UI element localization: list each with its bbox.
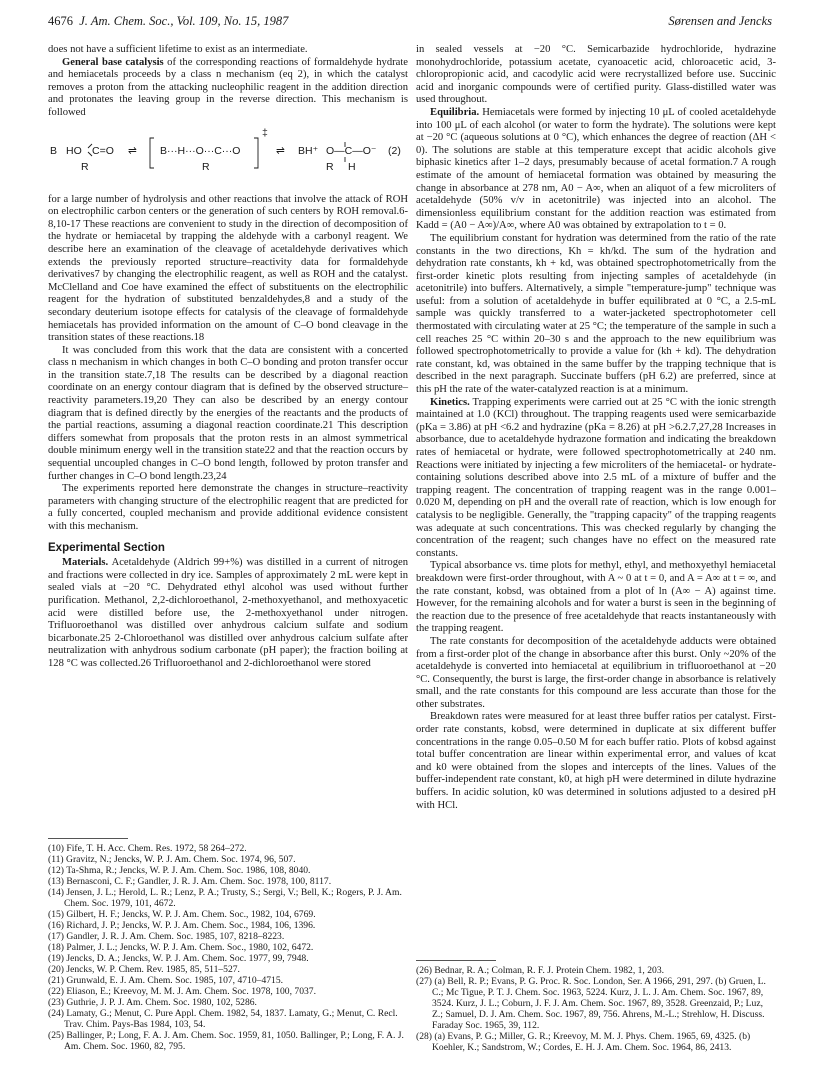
paragraph: The equilibrium constant for hydration was determined from the ratio of the rate constants in the two directions, Kh = kh/kd. The sum of the hydration and dehydration rate constants, kh + kd, was obtained spectrophotometrically from the first-order kinetic plots resulting from injecting samples of acetaldehyde (in acetonitrile) into buffers. Alternatively, a simple "temperature-jump" technique was useful: from a solution of acetaldehyde in buffer equilibrated at 0 °C, a 2.5-mL sample was quickly transferred to a water-jacketed spectrophotometer cell thermostated with circulating water at 25 °C; the temperature of the sample in such a cell reaches 25 °C within 20–30 s and the approach to the new equilibrium was followed spectrophotometrically to provide a value for (kh + kd). The dehydration rate constant, kd, was obtained in the same buffer by the trapping technique that is described in the next paragraph. Succinate buffers (pH 6.2) are preferred, since at this pH the rate of the water-catalyzed reaction is at a minimum. bbox=[416, 232, 776, 396]
run-in-heading: Kinetics. bbox=[430, 396, 470, 408]
reference: (23) Guthrie, J. P. J. Am. Chem. Soc. 1980, 102, 5286. bbox=[48, 997, 257, 1008]
reference: (20) Jencks, W. P. Chem. Rev. 1985, 85, 511–527. bbox=[48, 964, 240, 975]
reference: (16) Richard, J. P.; Jencks, W. P. J. Am. Chem. Soc., 1984, 106, 1396. bbox=[48, 920, 316, 931]
eq-equilibrium-2: ⇌ bbox=[276, 144, 285, 157]
eq-ho: HO bbox=[66, 144, 82, 157]
reference: (12) Ta-Shma, R.; Jencks, W. P. J. Am. Chem. Soc. 1986, 108, 8040. bbox=[48, 865, 311, 876]
header-authors: Sørensen and Jencks bbox=[668, 14, 772, 28]
page-number: 4676 bbox=[48, 14, 73, 28]
paragraph bbox=[416, 397, 776, 561]
journal-citation: J. Am. Chem. Soc., Vol. 109, No. 15, 1987 bbox=[79, 14, 289, 28]
eq-bh: BH⁺ bbox=[298, 144, 319, 157]
equation-2 bbox=[48, 128, 408, 188]
reference: (17) Gandler, J. R. J. Am. Chem. Soc. 1985, 107, 8218–8223. bbox=[48, 931, 285, 942]
running-header bbox=[48, 14, 772, 30]
paragraph: Typical absorbance vs. time plots for methyl, ethyl, and methoxyethyl hemiacetal breakdown were first-order throughout, with A ~ 0 at t = 0, and A = A∞ at t = ∞, and the rate constant, kobsd, was obtained from a plot of ln (A∞ − A) against time. However, for the remaining alcohols and for water a burst is seen in the beginning of the reaction due to the presence of free acetaldehyde that reacts instantaneously with the trapping reagent. bbox=[416, 560, 776, 635]
footnote-rule bbox=[48, 838, 128, 839]
footnote-rule bbox=[416, 960, 496, 961]
reference: (18) Palmer, J. L.; Jencks, W. P. J. Am. Chem. Soc., 1980, 102, 6472. bbox=[48, 942, 314, 953]
paragraph bbox=[48, 57, 408, 120]
paragraph-text: Trapping experiments were carried out at 25 °C with the ionic strength maintained at 1.0 (KCl) throughout. The trapping reagents used were semicarbazide (pKa = 3.86) at pH <6.2 and hydrazine (pKa = 8.26) at pH >6.2.7,27,28 Increases in absorbance, due to acetaldehyde hydrazone formation and indicating the breakdown rates of hemiacetal or hydrate, were followed spectrophotometrically at 240 nm. Reactions were initiated by injecting a few microliters of the hemiacetal- or hydrate-containing solutions described above into 2.5 mL of a mixture of buffer and the trapping reagent. The concentration of trapping reagent was in the range 0.001–0.020 M, depending on pH and the overall rate of reaction, which is low enough for catalysis to be negligible. Generally, the "trapping capacity" of the trapping reagents was adequate at such concentrations. This was checked regularly by changing the concentration of the reagent; such changes have no effect on the measured rate constants. bbox=[416, 396, 776, 559]
left-column bbox=[48, 44, 408, 671]
run-in-heading: Equilibria. bbox=[430, 106, 480, 118]
eq-carbonyl: C=O bbox=[92, 144, 114, 157]
reference: (22) Eliason, E.; Kreevoy, M. M. J. Am. Chem. Soc. 1978, 100, 7037. bbox=[48, 986, 316, 997]
paragraph: The experiments reported here demonstrate the changes in structure–reactivity parameters with changing structure of the electrophilic reagent that are predicted for a fully concerted, coupled mechanism and provide additional evidence consistent with this mechanism. bbox=[48, 483, 408, 532]
paragraph-text: of the corresponding reactions of formaldehyde hydrate and hemiacetals proceeds by a class n mechanism (eq 2), in which the catalyst removes a proton from the attacking nucleophilic reagent in the addition direction and protonates the leaving group in the reverse direction. This mechanism is followed bbox=[48, 56, 408, 118]
eq-transition-state: B···H···O···C···O bbox=[160, 144, 241, 157]
eq-r3: R bbox=[326, 160, 334, 173]
reference: (28) (a) Evans, P. G.; Miller, G. R.; Kreevoy, M. M. J. Phys. Chem. 1965, 69, 4325. (b) Koehler, K.; Sandstrom, W.; Cordes, E. H. J. Am. Chem. Soc. 1964, 86, 2413. bbox=[416, 1031, 751, 1053]
reference: (26) Bednar, R. A.; Colman, R. F. J. Protein Chem. 1982, 1, 203. bbox=[416, 965, 665, 976]
eq-product: O—C—O⁻ bbox=[326, 144, 377, 157]
reference: (21) Grunwald, E. J. Am. Chem. Soc. 1985, 107, 4710–4715. bbox=[48, 975, 284, 986]
paragraph: The rate constants for decomposition of the acetaldehyde adducts were obtained from a first-order plot of the change in absorbance after this burst. Only ~20% of the acetaldehyde is converted into hemiacetal at equilibrium in trifluoroethanol at −20 °C. Consequently, the burst is large, the first-order change in absorbance is relatively small, and the rate constants for this compound are less accurate than those for the other substrates. bbox=[416, 635, 776, 710]
paragraph: does not have a sufficient lifetime to exist as an intermediate. bbox=[48, 44, 308, 55]
references-left bbox=[48, 838, 408, 1052]
reference: (27) (a) Bell, R. P.; Evans, P. G. Proc. R. Soc. London, Ser. A 1966, 291, 297. (b) Gruen, L. C.; Mc Tigue, P. T. J. Chem. Soc. 1963, 5224. Kurz, J. L. J. Am. Chem. Soc. 1967, 89, 3524. Kurz, J. L.; Coburn, J. F. J. Am. Chem. Soc. 1967, 89, 3528. Greenzaid, P.; Luz, Z.; Samuel, D. J. Am. Chem. Soc. 1967, 89, 756. Ahrens, M.-L.; Strehlow, H. Discuss. Faraday Soc. 1965, 39, 112. bbox=[416, 976, 766, 1031]
reference: (13) Bernasconi, C. F.; Gandler, J. R. J. Am. Chem. Soc. 1978, 100, 8117. bbox=[48, 876, 332, 887]
right-column bbox=[416, 44, 776, 812]
equation-diagram bbox=[48, 128, 408, 188]
reference: (25) Ballinger, P.; Long, F. A. J. Am. Chem. Soc. 1959, 81, 1050. Ballinger, P.; Long, F. A. J. Am. Chem. Soc. 1960, 82, 795. bbox=[48, 1030, 404, 1052]
header-citation bbox=[48, 14, 288, 29]
eq-equilibrium-1: ⇌ bbox=[128, 144, 137, 157]
paragraph: in sealed vessels at −20 °C. Semicarbazide hydrochloride, hydrazine monohydrochloride, potassium acetate, cyanoacetic acid, chloroacetic acid, 3-chloropropionic acid, and cacodylic acid were recrystallized before use. Succinic acid and inorganic compounds were of certified purity. Glass-distilled water was used throughout. bbox=[416, 44, 776, 106]
reference: (14) Jensen, J. L.; Herold, L. R.; Lenz, P. A.; Trusty, S.; Sergi, V.; Bell, K.; Rogers, P. J. Am. Chem. Soc. 1979, 101, 4672. bbox=[48, 887, 402, 909]
eq-dagger: ‡ bbox=[262, 127, 268, 139]
reference: (19) Jencks, D. A.; Jencks, W. P. J. Am. Chem. Soc. 1977, 99, 7948. bbox=[48, 953, 309, 964]
reference: (11) Gravitz, N.; Jencks, W. P. J. Am. Chem. Soc. 1974, 96, 507. bbox=[48, 854, 296, 865]
reference: (15) Gilbert, H. F.; Jencks, W. P. J. Am. Chem. Soc., 1982, 104, 6769. bbox=[48, 909, 316, 920]
paragraph-text: Hemiacetals were formed by injecting 10 μL of cooled acetaldehyde into 100 μL of each alcohol (or water to form the hydrate). The solutions were kept at −20 °C (aqueous solutions at 0 °C), which enhances the degree of reaction (ΔH < 0). The solutions are stable at this temperature except that acidic alcohols give biphasic kinetics after 1–2 days, presumably because of acetal formation.7 A rough estimate of the amount of hemiacetal formation was obtained by measuring the change in absorbance at 278 nm, A0 − A∞, when an aliquot of a few microliters of acetaldehyde (50% v/v in acetonitrile) was injected into an alcohol. The dimensionless equilibrium constant for the addition reaction was estimated from Kadd = (A0 − A∞)/A∞, where A0 was obtained by extrapolation to t = 0. bbox=[416, 106, 776, 232]
paragraph: It was concluded from this work that the data are consistent with a concerted class n mechanism in which changes in both C–O bonding and proton transfer occur in the transition state.7,18 The results can be described by a diagonal reaction coordinate on an energy contour diagram that is defined by the observed structure–reactivity parameters.19,20 They can also be described by an energy contour diagram that is defined directly by the energies of the reactants and the products of the partial reactions, assuming a diagonal reaction coordinate.21 This description differs somewhat from proposals that the proton rests in an almost symmetrical double minimum energy well in the transition state22 and that the reaction occurs by sequential uncoupled changes in C–O bond length, followed by proton transfer and further changes in C–O bond length.23,24 bbox=[48, 344, 408, 482]
reference: (10) Fife, T. H. Acc. Chem. Res. 1972, 58 264–272. bbox=[48, 843, 247, 854]
paragraph-text: Acetaldehyde (Aldrich 99+%) was distilled in a current of nitrogen and fractions were collected in dry ice. Samples of approximately 2 mL were kept in sealed vials at −20 °C. Dehydrated ethyl alcohol was used without further purification. Methanol, 2,2-dichloroethanol, 2-methoxyethanol, and methoxyacetic acid were distilled before use, the 2-methoxyethanol under nitrogen. Trifluoroethanol was distilled over anhydrous calcium sulfate and sodium bicarbonate.25 2-Chloroethanol was distilled over anhydrous calcium sulfate after neutralization with anhydrous sodium carbonate (pH paper); the fraction boiling at 128 °C was collected.26 Trifluoroethanol and 2-dichloroethanol were stored bbox=[48, 557, 408, 669]
eq-r2: R bbox=[202, 160, 210, 173]
eq-r1: R bbox=[81, 160, 89, 173]
run-in-heading: Materials. bbox=[62, 557, 109, 569]
run-in-heading: General base catalysis bbox=[62, 56, 164, 68]
paragraph: Breakdown rates were measured for at least three buffer ratios per catalyst. First-order rate constants, kobsd, were determined in duplicate at six different buffer concentrations in the range 0.05–0.50 M for each buffer ratio. Plots of kobsd against total buffer concentration are linear within experimental error, and values of kcat and k0 were obtained from the slopes and intercepts of the lines. Values of the buffer-independent rate constant, k0, at high pH were determined in dilute hydrazine buffers. In acidic solution, k0 was determined in solutions adjusted to a desired pH with HCl. bbox=[416, 711, 776, 811]
reference: (24) Lamaty, G.; Menut, C. Pure Appl. Chem. 1982, 54, 1837. Lamaty, G.; Menut, C. Recl. Trav. Chim. Pays-Bas 1984, 103, 54. bbox=[48, 1008, 398, 1030]
paragraph bbox=[416, 107, 776, 233]
references-right bbox=[416, 960, 776, 1053]
paragraph bbox=[48, 557, 408, 670]
eq-number: (2) bbox=[388, 144, 401, 157]
paragraph: for a large number of hydrolysis and other reactions that involve the attack of ROH on electrophilic carbon centers or the generation of such centers by ROH removal.6-8,10-17 These reactions are convenient to study in the direction of decomposition of the hydrate or hemiacetal by trapping the aldehyde with a carbonyl reagent. We describe here an examination of the cleavage of acetaldehyde derivatives which extends the previously reported structure–reactivity data for formaldehyde derivatives7 by changing the electrophilic reagent, as well as ROH and the catalyst. McClelland and Coe have examined the effect of substituents on the electrophilic reagent for the hydration of substituted benzaldehydes,8 and a study of the secondary deuterium isotope effects for catalysis of the cleavage of formaldehyde hemiacetals has provided information on the amount of C–O bond cleavage in the transition states of these reactions.18 bbox=[48, 193, 408, 344]
eq-base: B bbox=[50, 144, 58, 157]
eq-h: H bbox=[348, 160, 356, 173]
section-heading: Experimental Section bbox=[48, 541, 165, 554]
